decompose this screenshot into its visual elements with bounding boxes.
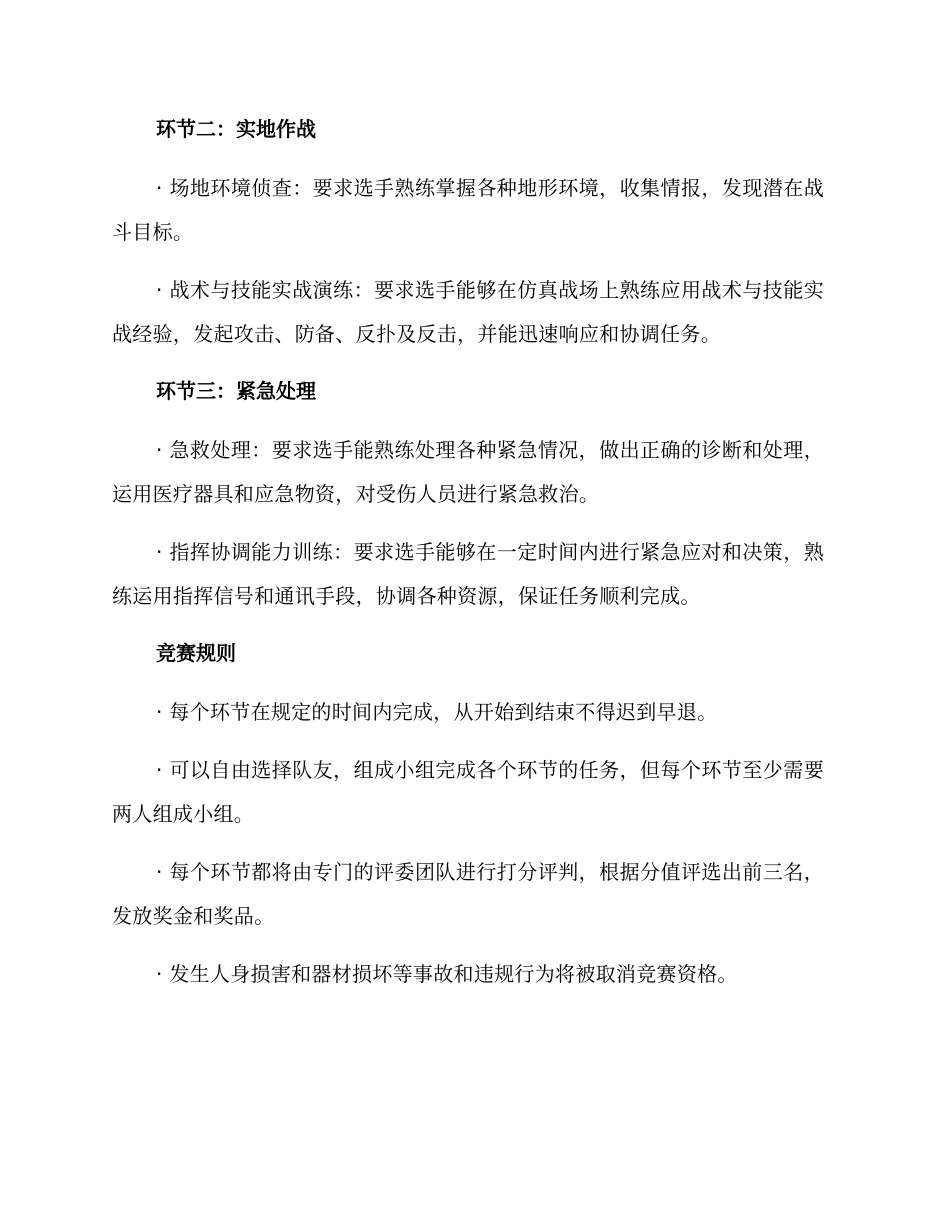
paragraph-first-aid: · 急救处理：要求选手能熟练处理各种紧急情况，做出正确的诊断和处理，运用医疗器具和应急物资，对受伤人员进行紧急救治。 [112,438,824,506]
paragraph-rule-time: · 每个环节在规定的时间内完成，从开始到结束不得迟到早退。 [156,700,718,724]
paragraph-rule-disqualification: · 发生人身损害和器材损坏等事故和违规行为将被取消竞赛资格。 [156,962,738,986]
paragraph-tactics-drill: · 战术与技能实战演练：要求选手能够在仿真战场上熟练应用战术与技能实战经验，发起攻击、防备、反扑及反击，并能迅速响应和协调任务。 [112,278,824,346]
section-heading-stage-three: 环节三：紧急处理 [156,379,316,403]
paragraph-terrain-recon: · 场地环境侦查：要求选手熟练掌握各种地形环境，收集情报，发现潜在战斗目标。 [112,176,824,244]
section-heading-rules: 竞赛规则 [156,641,236,665]
document-page [112,108,824,1010]
section-heading-stage-two: 环节二：实地作战 [156,117,316,141]
paragraph-rule-judging: · 每个环节都将由专门的评委团队进行打分评判，根据分值评选出前三名，发放奖金和奖品。 [112,860,824,928]
paragraph-command-coordination: · 指挥协调能力训练：要求选手能够在一定时间内进行紧急应对和决策，熟练运用指挥信号和通讯手段，协调各种资源，保证任务顺利完成。 [112,540,824,608]
paragraph-rule-team: · 可以自由选择队友，组成小组完成各个环节的任务，但每个环节至少需要两人组成小组。 [112,758,824,826]
